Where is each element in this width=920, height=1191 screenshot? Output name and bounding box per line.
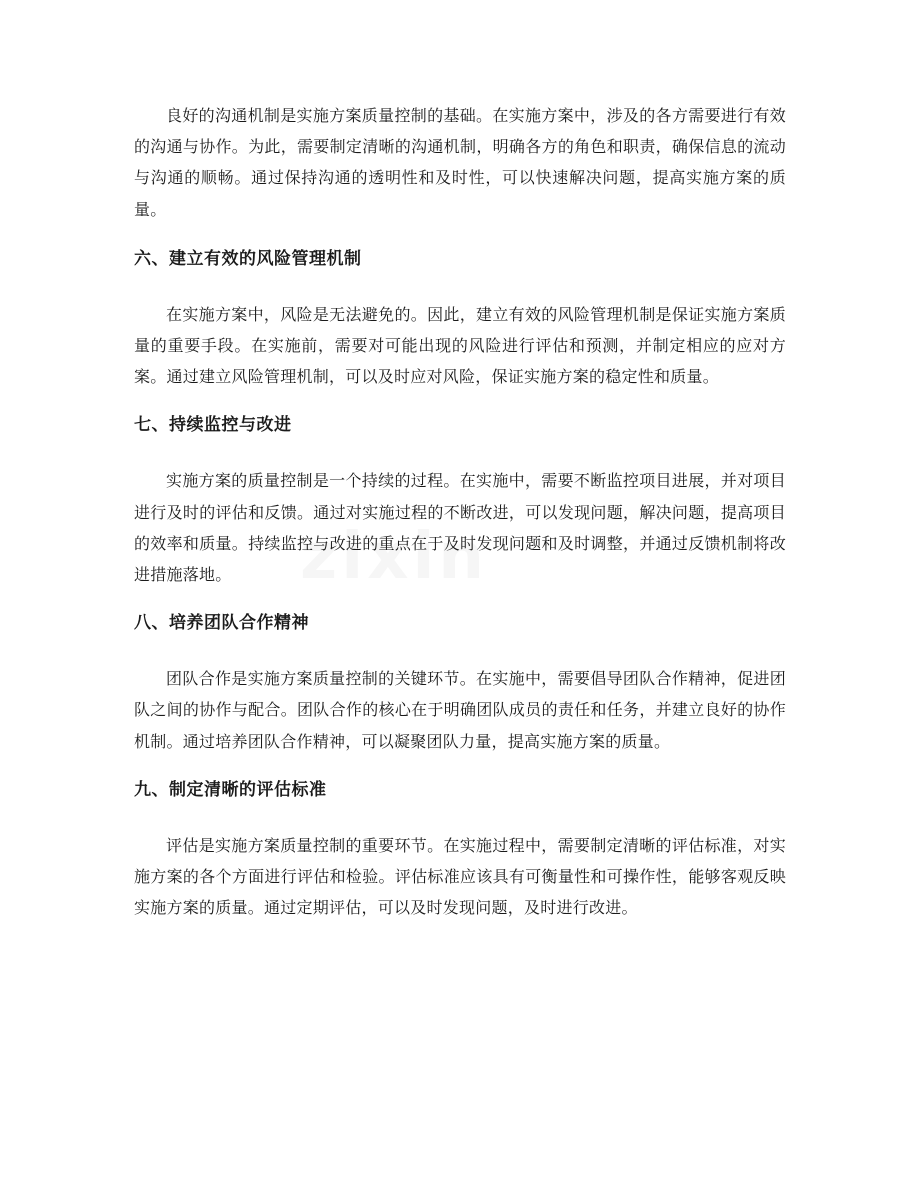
- section-body-7: 实施方案的质量控制是一个持续的过程。在实施中，需要不断监控项目进展，并对项目进行及时的评估和反馈。通过对实施过程的不断改进，可以发现问题，解决问题，提高项目的效率和质量。持续监控与改进的重点在于及时发现问题和及时调整，并通过反馈机制将改进措施落地。: [134, 471, 786, 585]
- section-body-6: 在实施方案中，风险是无法避免的。因此，建立有效的风险管理机制是保证实施方案质量的重要手段。在实施前，需要对可能出现的风险进行评估和预测，并制定相应的应对方案。通过建立风险管理机制，可以及时应对风险，保证实施方案的稳定性和质量。: [134, 304, 786, 387]
- section-heading-9: 九、制定清晰的评估标准: [134, 779, 327, 800]
- section-body-8: 团队合作是实施方案质量控制的关键环节。在实施中，需要倡导团队合作精神，促进团队之间的协作与配合。团队合作的核心在于明确团队成员的责任和任务，并建立良好的协作机制。通过培养团队合作精神，可以凝聚团队力量，提高实施方案的质量。: [134, 669, 786, 751]
- section-heading-7: 七、持续监控与改进: [134, 415, 292, 436]
- intro-paragraph: 良好的沟通机制是实施方案质量控制的基础。在实施方案中，涉及的各方需要进行有效的沟通与协作。为此，需要制定清晰的沟通机制，明确各方的角色和职责，确保信息的流动与沟通的顺畅。通过保持沟通的透明性和及时性，可以快速解决问题，提高实施方案的质量。: [134, 106, 786, 219]
- section-heading-6: 六、建立有效的风险管理机制: [134, 248, 362, 269]
- document-page: [134, 100, 786, 923]
- watermark: zixin: [300, 520, 488, 594]
- section-heading-8: 八、培养团队合作精神: [134, 613, 309, 634]
- section-body-9: 评估是实施方案质量控制的重要环节。在实施过程中，需要制定清晰的评估标准，对实施方案的各个方面进行评估和检验。评估标准应该具有可衡量性和可操作性，能够客观反映实施方案的质量。通过定期评估，可以及时发现问题，及时进行改进。: [134, 835, 786, 918]
